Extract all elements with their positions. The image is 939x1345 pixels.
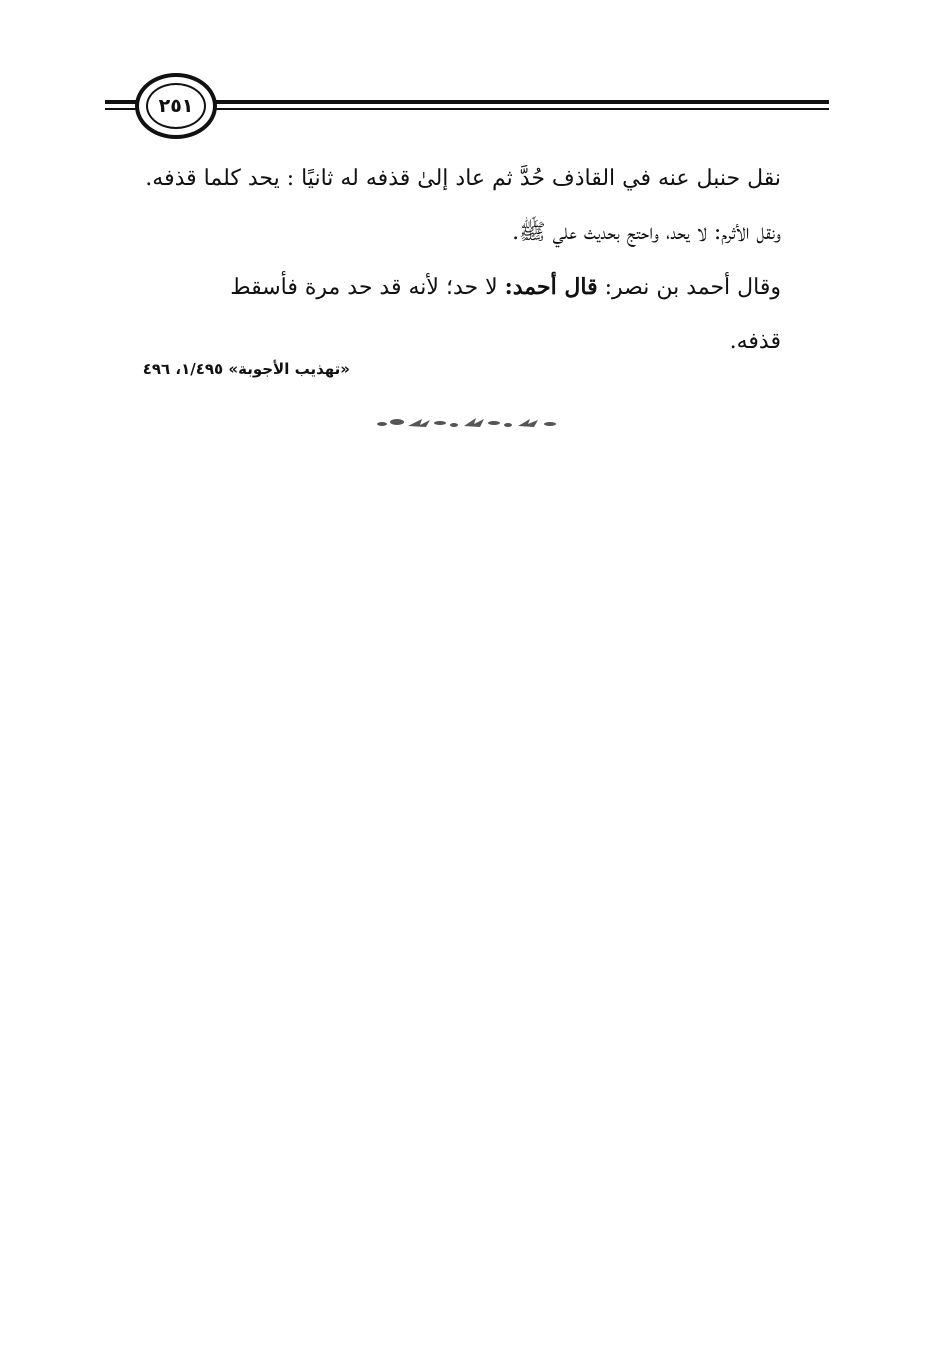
paragraph-3 (105, 260, 781, 315)
paragraph-1: نقل حنبل عنه في القاذف حُدَّ ثم عاد إلىٰ قذفه له ثانيًا : يحد كلما قذفه. (145, 166, 781, 191)
ornament-divider (372, 414, 562, 432)
page-header (105, 68, 829, 146)
source-citation: «تهذيب الأجوبة» ١/٤٩٥، ٤٩٦ (142, 360, 350, 378)
paragraph-3-tail: قذفه. (729, 329, 781, 354)
paragraph-2: ونقل الأثرم: لا يحد، واحتج بحديث علي ﷺ. (512, 220, 781, 245)
page-number: ٢٥١ (146, 83, 206, 129)
main-text (105, 152, 781, 369)
paragraph-3-bold: قال أحمد: (504, 274, 598, 300)
paragraph-3-rest: لا حد؛ لأنه قد حد مرة فأسقط (230, 275, 505, 300)
page-number-badge (135, 73, 217, 139)
paragraph-3-prefix: وقال أحمد بن نصر: (597, 275, 781, 300)
